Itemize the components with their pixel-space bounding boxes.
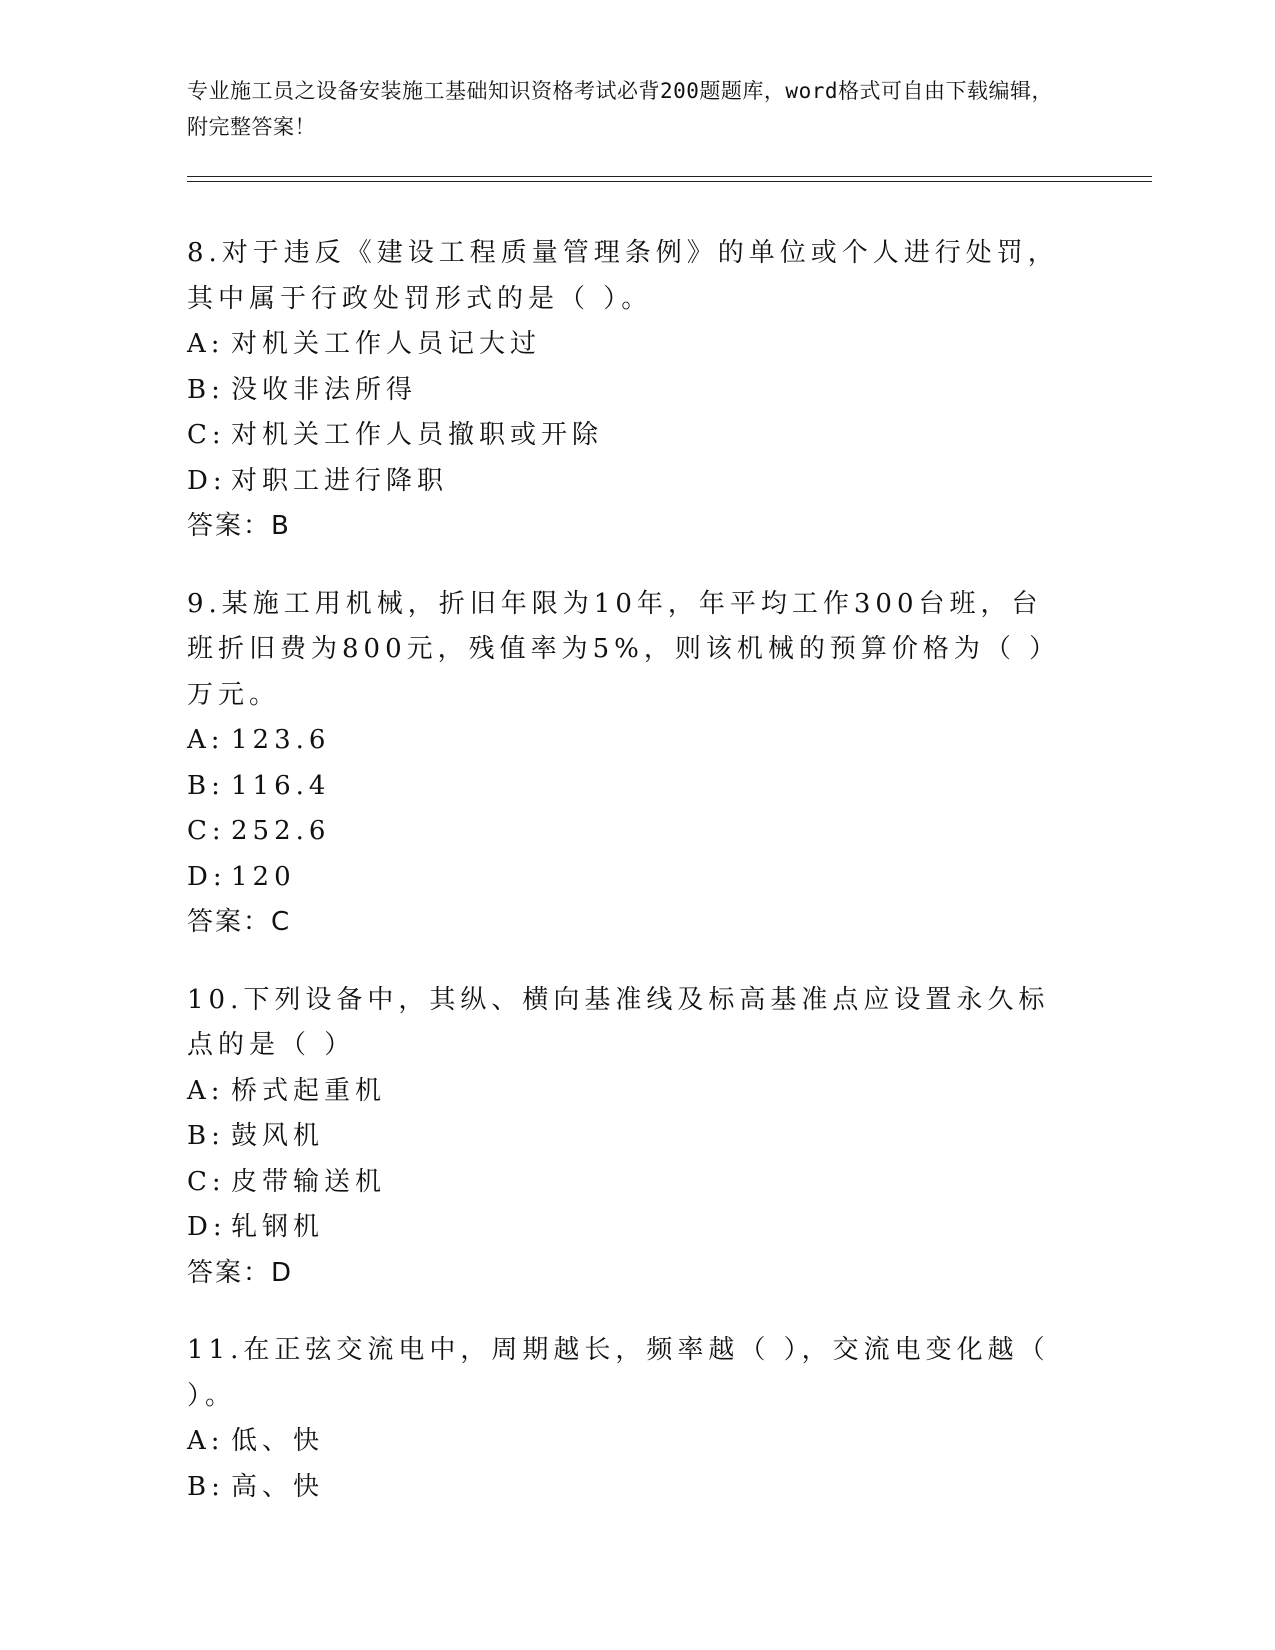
option-text: 没收非法所得 xyxy=(231,374,418,405)
answer-line: 答案：B xyxy=(187,511,291,541)
option-text: 鼓风机 xyxy=(231,1121,325,1151)
option-c xyxy=(187,413,1152,459)
option-text: 120 xyxy=(231,861,296,892)
option-key: C: xyxy=(187,1166,226,1197)
option-key: D: xyxy=(187,1212,227,1242)
option-d xyxy=(187,459,1152,505)
option-text: 高、快 xyxy=(231,1471,325,1502)
option-a xyxy=(187,1069,1152,1115)
option-key: A: xyxy=(187,725,225,755)
option-c xyxy=(187,809,1152,855)
answer-line: 答案：D xyxy=(187,1257,294,1288)
option-text: 对机关工作人员撤职或开除 xyxy=(231,420,604,450)
header-divider-second xyxy=(187,181,1152,182)
option-key: A: xyxy=(187,1075,225,1106)
question-stem: 11.在正弦交流电中，周期越长，频率越（ ），交流电变化越（ ）。 xyxy=(187,1335,1050,1411)
option-d xyxy=(187,1205,1152,1251)
question-9 xyxy=(187,582,1152,946)
option-key: A: xyxy=(187,1426,225,1456)
question-8 xyxy=(187,231,1152,550)
option-text: 轧钢机 xyxy=(231,1212,325,1242)
option-b xyxy=(187,368,1152,414)
option-text: 116.4 xyxy=(231,770,331,801)
question-list xyxy=(187,231,1152,1542)
question-10 xyxy=(187,978,1152,1297)
option-key: B: xyxy=(187,1121,225,1151)
option-b xyxy=(187,1114,1152,1160)
option-key: C: xyxy=(187,420,226,450)
option-key: B: xyxy=(187,1471,225,1502)
option-text: 皮带输送机 xyxy=(231,1166,387,1197)
option-text: 对机关工作人员记大过 xyxy=(231,329,542,359)
option-key: C: xyxy=(187,816,226,846)
option-key: B: xyxy=(187,770,225,801)
question-11 xyxy=(187,1328,1152,1510)
question-stem: 9.某施工用机械，折旧年限为10年，年平均工作300台班，台班折旧费为800元，残值率为5%，则该机械的预算价格为（ ）万元。 xyxy=(187,588,1061,710)
option-b xyxy=(187,764,1152,810)
question-stem: 8.对于违反《建设工程质量管理条例》的单位或个人进行处罚，其中属于行政处罚形式的是（ ）。 xyxy=(187,238,1059,314)
option-a xyxy=(187,1419,1152,1465)
option-b xyxy=(187,1465,1152,1511)
option-key: A: xyxy=(187,329,225,359)
option-text: 123.6 xyxy=(231,725,331,755)
question-stem: 10.下列设备中，其纵、横向基准线及标高基准点应设置永久标点的是（ ） xyxy=(187,984,1050,1060)
option-key: D: xyxy=(187,861,227,892)
option-text: 桥式起重机 xyxy=(231,1075,387,1106)
option-c xyxy=(187,1160,1152,1206)
header-divider xyxy=(187,176,1152,177)
option-a xyxy=(187,322,1152,368)
option-text: 252.6 xyxy=(231,816,331,846)
document-page xyxy=(187,0,1152,1650)
option-key: B: xyxy=(187,374,225,405)
option-d xyxy=(187,855,1152,901)
option-text: 低、快 xyxy=(231,1426,325,1456)
document-header: 专业施工员之设备安装施工基础知识资格考试必背200题题库，word格式可自由下载编辑，附完整答案！ xyxy=(187,79,1053,139)
answer-line: 答案：C xyxy=(187,907,292,937)
option-key: D: xyxy=(187,465,227,496)
option-text: 对职工进行降职 xyxy=(231,465,449,496)
option-a xyxy=(187,718,1152,764)
